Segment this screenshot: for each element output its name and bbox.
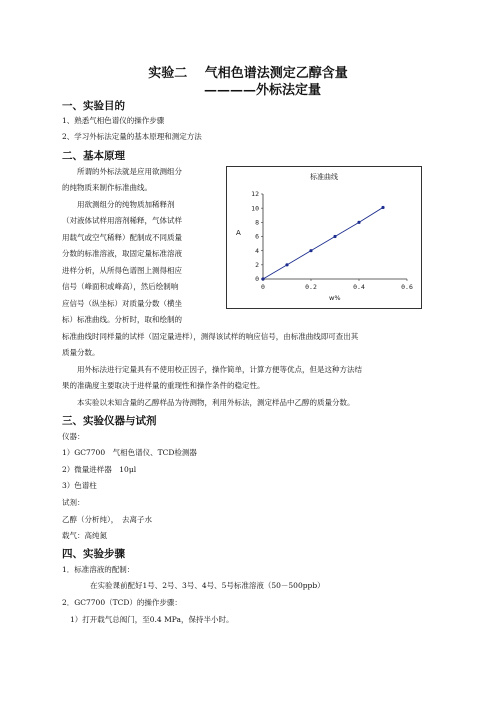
x-axis-label: w% [329, 294, 341, 302]
instrument-line: 2）微量进样器 10μl [62, 465, 137, 474]
procedure-line: 1．标准溶液的配制： [62, 565, 135, 574]
procedure-line: 2．GC7700（TCD）的操作步骤： [62, 598, 182, 607]
y-tick-label: 6 [255, 232, 259, 241]
section-heading-objectives: 一、实验目的 [62, 100, 125, 112]
instrument-line: 仪器： [62, 432, 85, 441]
section-heading-instruments: 三、实验仪器与试剂 [62, 415, 157, 427]
y-tick-label: 0 [255, 275, 259, 284]
principle-line: 本实验以未知含量的乙醇样品为待测物，利用外标法，测定样品中乙醇的质量分数。 [77, 398, 355, 407]
x-tick-label: 0.4 [353, 283, 365, 291]
principle-line: 质量分数。 [62, 348, 100, 357]
principle-line: 果的准确度主要取决于进样量的重现性和操作条件的稳定性。 [62, 381, 265, 390]
data-point [261, 277, 264, 280]
procedure-line: 1）打开载气总阀门，至0.4 MPa，保持半小时。 [70, 615, 234, 624]
principle-line: 应信号（纵坐标）对质量分数（横坐 [62, 299, 182, 308]
data-point [333, 235, 336, 238]
principle-line: 用载气或空气稀释）配制成不同质量 [62, 233, 182, 242]
reagent-line: 乙醇（分析纯）， 去离子水 [62, 515, 152, 524]
instrument-line: 3）色谱柱 [62, 481, 97, 490]
doc-title: 实验二 气相色谱法测定乙醇含量 [148, 66, 348, 81]
y-tick-label: 2 [255, 261, 259, 270]
data-point [309, 249, 312, 252]
reagent-line: 试剂： [62, 498, 85, 507]
chart-title: 标准曲线 [310, 173, 338, 181]
principle-line: 标准曲线时同样量的试样（固定量进样），测得该试样的响应信号，由标准曲线即可查出其 [62, 332, 359, 341]
y-tick-label: 8 [255, 218, 259, 227]
reagent-line: 载气：高纯氮 [62, 531, 107, 540]
section-heading-procedure: 四、实验步骤 [62, 548, 125, 560]
chart-plot [227, 167, 421, 308]
principle-line: 标）标准曲线。分析时，取和绘制的 [62, 315, 182, 324]
doc-subtitle: ————外标法定量 [204, 83, 322, 98]
objective-item: 1、熟悉气相色谱仪的操作步骤 [62, 116, 165, 125]
instrument-line: 1）GC7700 气相色谱仪、TCD检测器 [62, 448, 197, 457]
principle-line: （对液体试样用溶剂稀释，气体试样 [62, 216, 182, 225]
y-tick-label: 4 [255, 246, 259, 255]
y-axis-label: A [236, 229, 241, 237]
x-tick-label: 0.6 [401, 283, 413, 291]
data-point [381, 206, 384, 209]
principle-line: 所谓的外标法就是应用欲测组分 [77, 167, 182, 176]
principle-line: 用欲测组分的纯物质加稀释剂 [77, 200, 175, 209]
y-tick-label: 12 [251, 190, 259, 199]
data-point [357, 221, 360, 224]
series-line [263, 207, 383, 279]
principle-line: 信号（峰面积或峰高），然后绘制响 [62, 282, 179, 291]
y-tick-label: 10 [251, 204, 259, 213]
objective-item: 2、学习外标法定量的基本原理和测定方法 [62, 132, 202, 141]
x-tick-label: 0.2 [305, 283, 317, 291]
x-tick-label: 0 [261, 283, 265, 291]
data-point [285, 263, 288, 266]
procedure-line: 在实验课前配好1号、2号、3号、4号、5号标准溶液（50－500ppb） [90, 581, 325, 590]
principle-line: 用外标法进行定量具有不使用校正因子，操作简单，计算方便等优点，但是这种方法结 [77, 365, 362, 374]
principle-line: 分数的标准溶液，取固定量标准溶液 [62, 249, 182, 258]
principle-line: 进样分析，从所得色谱图上测得相应 [62, 266, 182, 275]
principle-line: 的纯物质来制作标准曲线。 [62, 183, 152, 192]
standard-curve-chart [226, 166, 422, 309]
section-heading-principle: 二、基本原理 [62, 150, 125, 162]
